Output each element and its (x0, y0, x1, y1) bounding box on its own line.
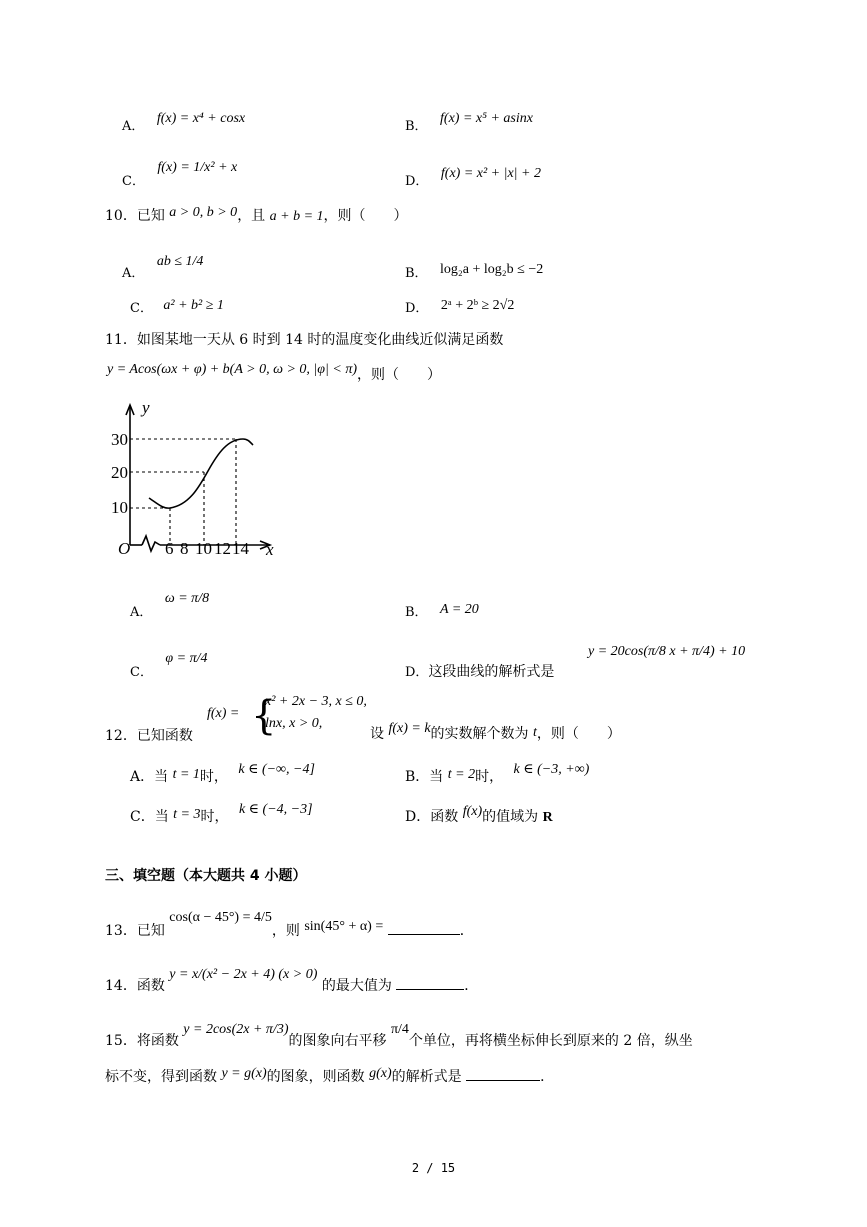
question-number: 10． (105, 208, 137, 224)
formula: y = Acos(ωx + φ) + b(A > 0, ω > 0, |φ| < π) (107, 362, 357, 377)
question-number: 15． (105, 1033, 137, 1049)
q11-option-c (130, 651, 208, 681)
stem-text: ，则 (271, 923, 300, 939)
answer-blank (466, 1068, 540, 1081)
q15-stem (105, 1022, 693, 1050)
axis-break-mark (142, 536, 160, 551)
stem-text: 的解析式是 (391, 1069, 462, 1085)
formula: φ = π/4 (165, 651, 208, 666)
stem-text: 的最大值为 (321, 978, 392, 994)
option-label: D．函数 (405, 809, 459, 825)
q9-option-c (122, 160, 238, 190)
formula: y = x/(x² − 2x + 4) (x > 0) (169, 967, 318, 982)
formula: t = 2 (447, 767, 476, 782)
formula: f(x) = 1/x² + x (157, 160, 238, 175)
piece-1: x² + 2x − 3, x ≤ 0, (265, 694, 367, 709)
q10-option-b (405, 262, 543, 282)
stem-text: ． (464, 978, 479, 994)
question-number: 13． (105, 923, 137, 939)
option-label: A． (130, 605, 153, 620)
formula: f(x) = k (388, 721, 431, 736)
option-text: 时， (475, 769, 504, 785)
formula: k ∈ (−∞, −4] (238, 762, 315, 777)
formula: y = g(x) (221, 1066, 267, 1081)
formula: ω = π/8 (164, 591, 210, 606)
option-label: B． (405, 605, 428, 620)
y-tick-30: 30 (111, 430, 128, 449)
formula: R (542, 810, 553, 825)
option-text: 时， (199, 769, 228, 785)
x-tick-10: 10 (195, 539, 212, 558)
option-text: 这段曲线的解析式是 (428, 664, 555, 680)
section-title: 三、填空题（本大题共 4 小题） (105, 868, 307, 884)
option-text: 时， (200, 809, 229, 825)
answer-blank (396, 977, 464, 990)
q11-option-a (130, 591, 210, 621)
q12-option-a (130, 762, 315, 786)
q9-option-d (405, 166, 541, 190)
stem-text: 的图象，则函数 (266, 1069, 365, 1085)
q12-stem (105, 725, 193, 745)
x-tick-14: 14 (232, 539, 249, 558)
option-label: C． (130, 665, 153, 680)
fx-label: f(x) = (207, 706, 240, 721)
origin-label: O (118, 539, 131, 558)
stem-text: ，则（ ） (357, 367, 441, 383)
option-text: 的值域为 (482, 809, 539, 825)
stem-text: 标不变，得到函数 (105, 1069, 217, 1085)
stem-text: 的实数解个数为 (430, 726, 529, 742)
stem-text: 将函数 (136, 1033, 179, 1049)
option-label: D． (405, 174, 429, 189)
option-label: A．当 (130, 769, 169, 785)
stem-text: ，则（ ） (323, 208, 408, 224)
option-label: D． (405, 665, 429, 680)
y-tick-10: 10 (111, 498, 128, 517)
formula: a² + b² ≥ 1 (163, 298, 224, 313)
formula: π/4 (390, 1022, 409, 1037)
x-tick-12: 12 (214, 539, 231, 558)
q13-stem (105, 910, 474, 940)
q10-option-d (405, 297, 514, 317)
q9-option-a (122, 111, 246, 135)
q10-option-c (130, 297, 224, 317)
stem-text: 个单位，再将横坐标伸长到原来的 2 倍，纵坐 (408, 1033, 693, 1049)
formula: k ∈ (−4, −3] (238, 802, 313, 817)
formula: f(x) (462, 804, 483, 819)
q12-option-d (405, 806, 553, 826)
formula: log₂a + log₂b ≤ −2 (440, 262, 544, 277)
formula: g(x) (369, 1066, 392, 1081)
temperature-curve-graph (108, 395, 288, 563)
option-label: B．当 (405, 769, 444, 785)
q11-stem (105, 329, 503, 349)
formula: f(x) = x² + |x| + 2 (440, 166, 541, 181)
q11-stem-line2 (107, 364, 441, 384)
formula: y = 2cos(2x + π/3) (183, 1022, 289, 1037)
stem-text: 函数 (136, 978, 165, 994)
formula: f(x) = x⁵ + asinx (440, 111, 533, 126)
stem-text: 设 (370, 726, 384, 742)
question-number: 14． (105, 978, 137, 994)
q14-stem (105, 967, 479, 995)
q11-option-b (405, 601, 479, 621)
formula: k ∈ (−3, +∞) (513, 762, 590, 777)
q12-option-b (405, 762, 590, 786)
var-t: t (533, 725, 537, 740)
q10-option-a (122, 254, 204, 282)
stem-text: 已知函数 (136, 728, 193, 744)
page-number: 2 / 15 (411, 1161, 456, 1175)
stem-text: ． (540, 1069, 555, 1085)
option-label: C． (122, 174, 145, 189)
answer-blank (388, 922, 460, 935)
brace-icon: { (251, 693, 277, 739)
option-label: B． (405, 266, 428, 281)
stem-text: 已知 (136, 923, 165, 939)
y-tick-20: 20 (111, 463, 128, 482)
formula: t = 1 (172, 767, 200, 782)
q12-option-c (130, 802, 313, 826)
q15-stem-line2 (105, 1066, 554, 1086)
formula: a > 0, b > 0 (169, 205, 238, 220)
q11-option-d (405, 661, 554, 681)
question-number: 12． (105, 728, 137, 744)
formula: 2ᵃ + 2ᵇ ≥ 2√2 (440, 298, 515, 313)
formula: f(x) = x⁴ + cosx (156, 111, 246, 126)
stem-text: 的图象向右平移 (288, 1033, 387, 1049)
formula: sin(45° + α) = (304, 919, 384, 934)
stem-text: ． (459, 923, 474, 939)
piece-2: lnx, x > 0, (265, 716, 323, 731)
option-label: C． (130, 301, 153, 316)
formula: A = 20 (440, 602, 479, 617)
option-label: B． (405, 119, 428, 134)
formula: a + b = 1 (269, 209, 324, 224)
temperature-curve (149, 439, 253, 508)
stem-text: ，则（ ） (536, 726, 621, 742)
formula: cos(α − 45°) = 4/5 (169, 910, 272, 925)
x-axis-label: x (266, 540, 274, 559)
option-label: D． (405, 301, 429, 316)
y-axis-label: y (142, 398, 150, 417)
option-label: A． (122, 119, 145, 134)
stem-text: 已知 (136, 208, 165, 224)
stem-text: 如图某地一天从 6 时到 14 时的温度变化曲线近似满足函数 (136, 332, 504, 348)
formula: ab ≤ 1/4 (156, 254, 204, 269)
option-label: C．当 (130, 809, 169, 825)
q10-stem (105, 205, 408, 225)
option-label: A． (122, 266, 145, 281)
stem-text: ，且 (237, 208, 266, 224)
formula: t = 3 (173, 807, 201, 822)
formula: y = 20cos(π/8 x + π/4) + 10 (588, 644, 746, 659)
q11-option-d-formula (588, 643, 745, 660)
q9-option-b (405, 111, 533, 135)
question-number: 11． (105, 332, 137, 348)
x-tick-6: 6 (165, 539, 174, 558)
x-tick-8: 8 (180, 539, 189, 558)
q12-stem-cont (370, 723, 621, 743)
